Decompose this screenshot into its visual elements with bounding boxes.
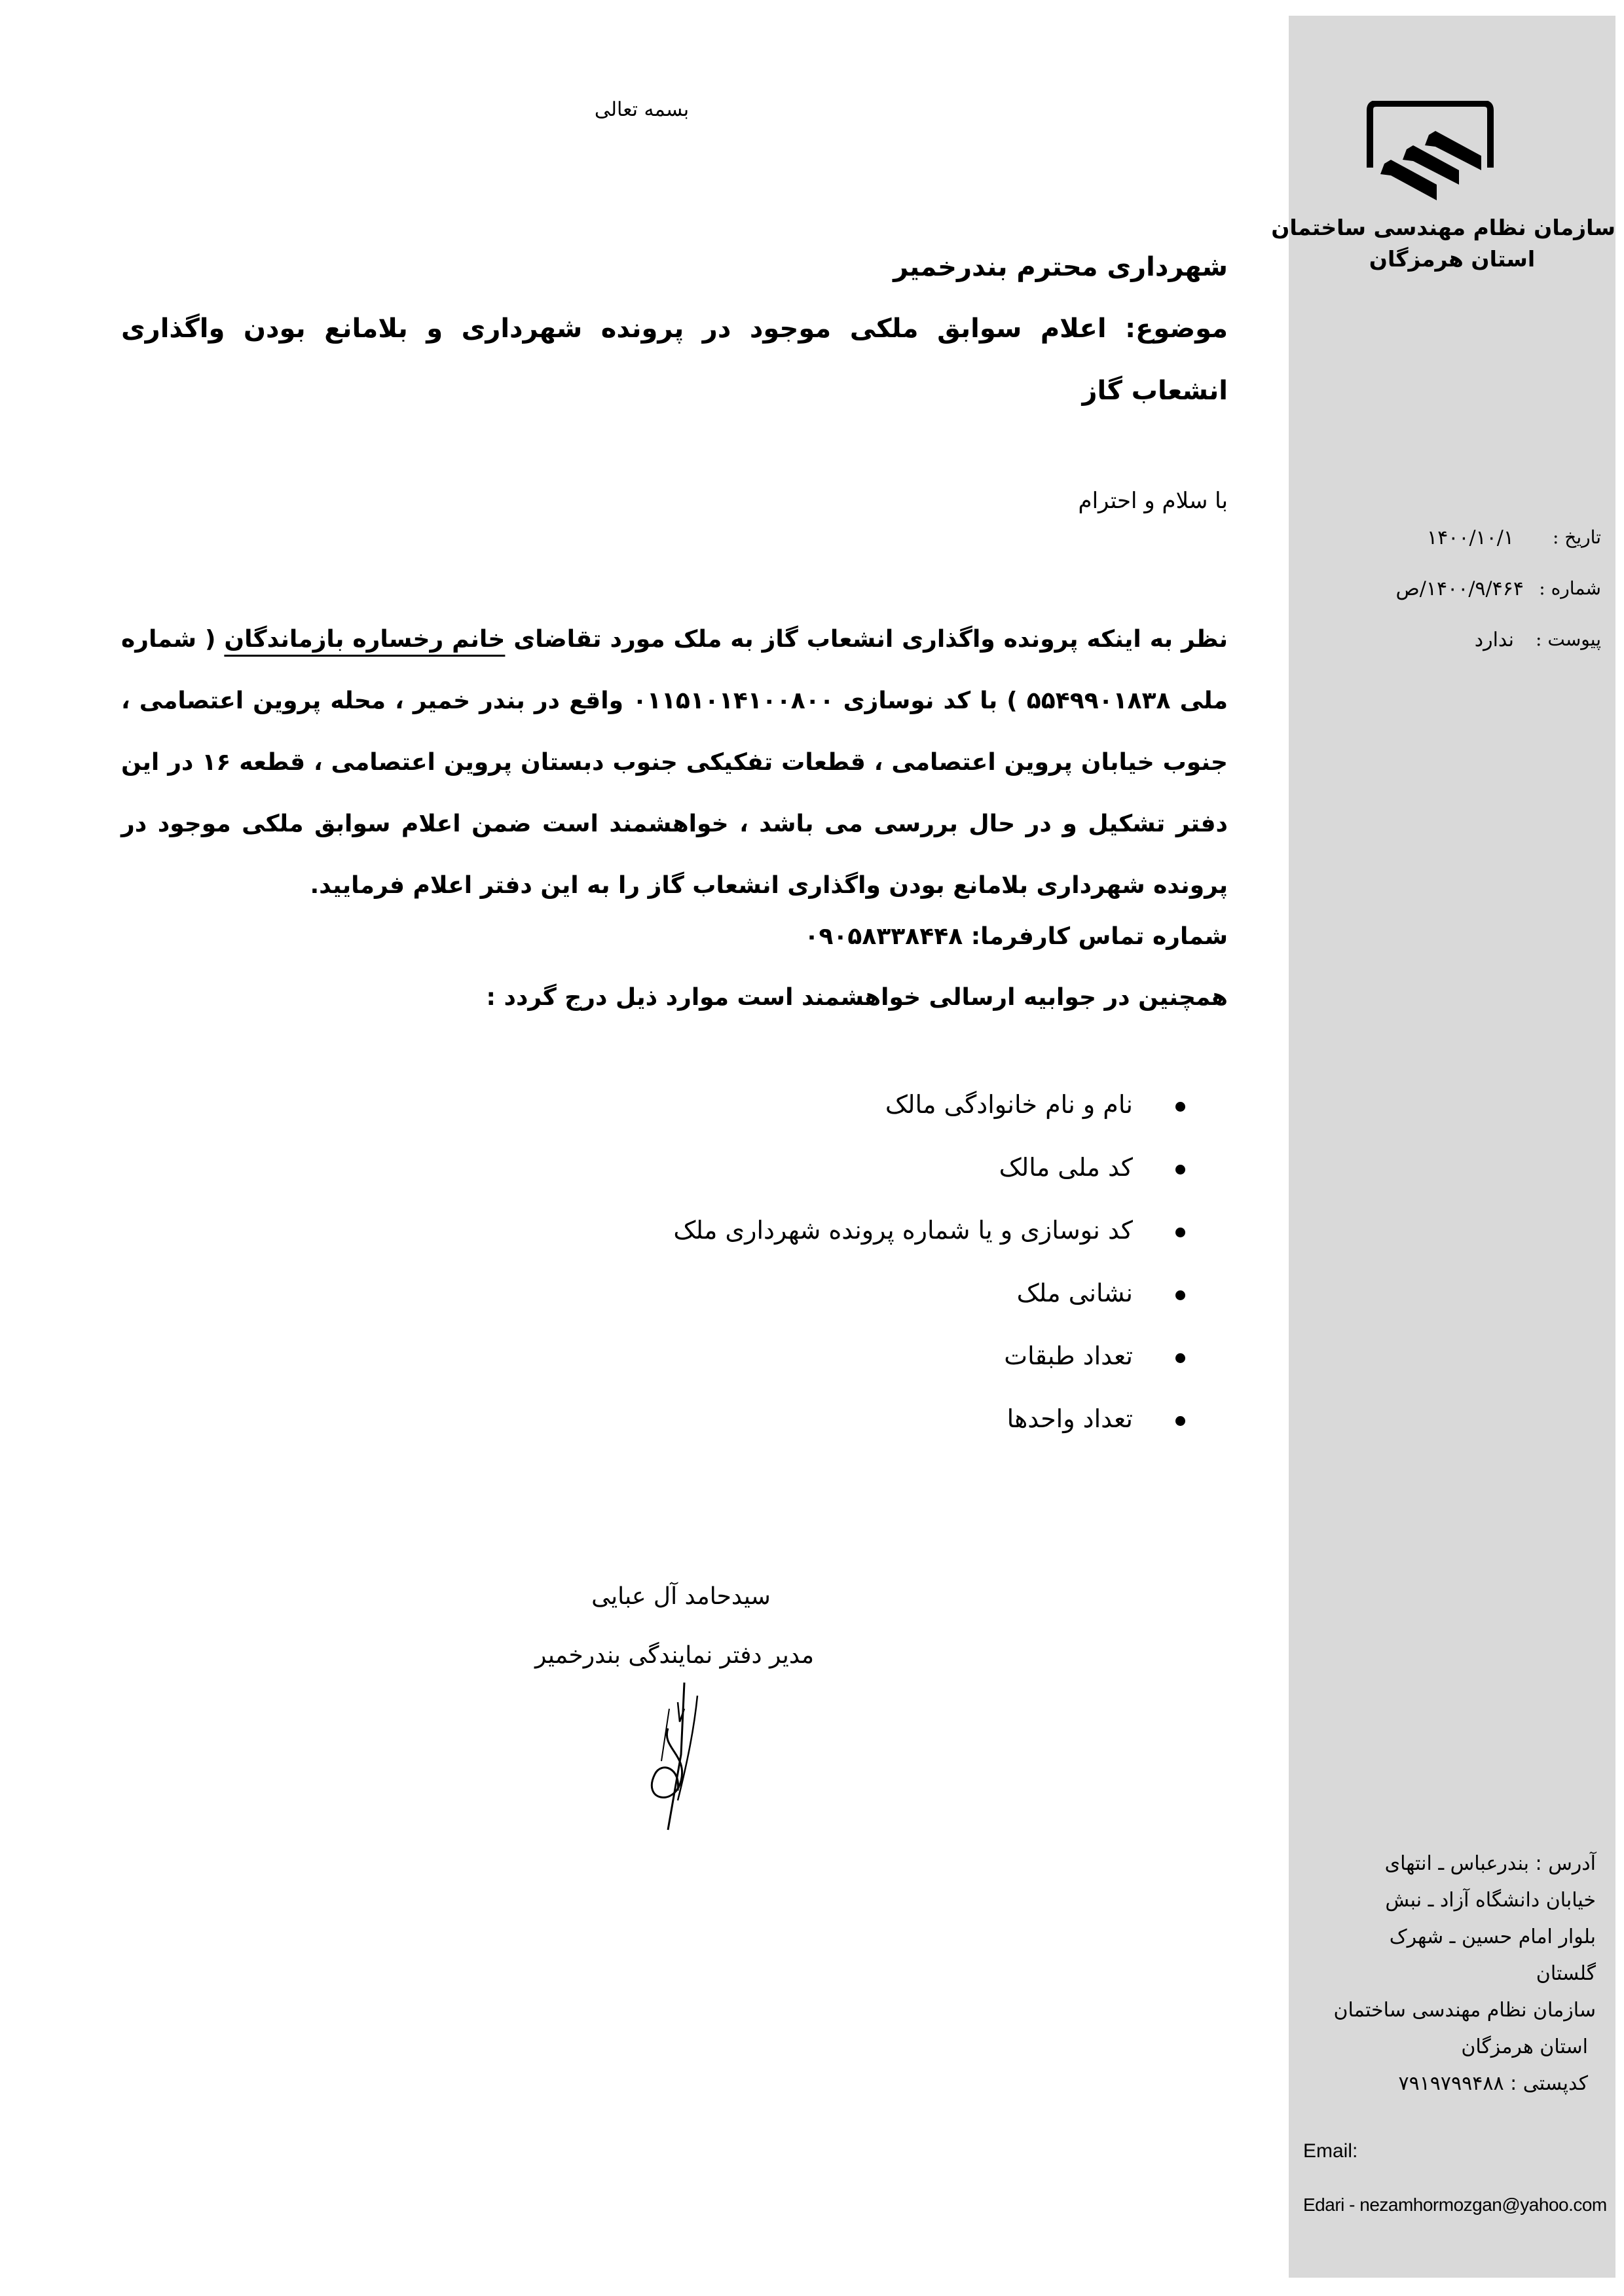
meta-date-row <box>1289 526 1615 566</box>
date-value: ۱۴۰۰/۱۰/۱ <box>1426 526 1514 549</box>
recipient-line: شهرداری محترم بندرخمیر <box>893 252 1228 282</box>
bullet-icon <box>1175 1228 1185 1237</box>
body-text: نظر به اینکه پرونده واگذاری انشعاب گاز به ملک مورد تقاضای <box>505 626 1228 653</box>
meta-number-row <box>1289 577 1615 617</box>
bullet-icon <box>1175 1165 1185 1175</box>
client-contact-number: شماره تماس کارفرما: ۰۹۰۵۸۳۳۸۴۴۸ <box>804 923 1228 950</box>
date-label: تاریخ : <box>1552 526 1601 548</box>
request-intro: همچنین در جوابیه ارسالی خواهشمند است موارد ذیل درج گردد : <box>486 984 1228 1011</box>
bullet-icon <box>1175 1353 1185 1363</box>
body-paragraph <box>121 609 1228 917</box>
handwritten-signature-icon <box>642 1676 720 1833</box>
email-label: Email: <box>1303 2140 1358 2162</box>
list-item <box>673 1279 1185 1341</box>
address-line: بلوار امام حسین ـ شهرک <box>1389 1925 1596 1948</box>
signatory-title: مدیر دفتر نمایندگی بندرخمیر <box>534 1642 815 1669</box>
list-item <box>673 1153 1185 1216</box>
basmala-heading: بسمه تعالی <box>594 98 690 121</box>
list-item-text: کد ملی مالک <box>999 1153 1133 1182</box>
body-text: ( شماره ملی ۵۵۴۹۹۰۱۸۳۸ ) با کد نوسازی ۰۱۱۵۱۰۱۴۱۰۰۸۰۰ واقع در بندر خمیر ، محله پروین اعتصامی ، جنوب خیابان پروین اعتصامی ، قطعات تفکیکی جنوب دبستان پروین اعتصامی ، قطعه ۱۶ در این دفتر تشکیل و در حال بررسی می باشد ، خواهشمند است ضمن اعلام سوابق ملکی موجود در پرونده شهرداری بلامانع بودن واگذاری انشعاب گاز را به این دفتر اعلام فرمایید. <box>121 626 1228 899</box>
address-line: خیابان دانشگاه آزاد ـ نبش <box>1385 1889 1596 1912</box>
office-address <box>1308 1846 1596 2102</box>
list-item <box>673 1216 1185 1279</box>
greeting: با سلام و احترام <box>1078 488 1228 514</box>
signatory-name: سیدحامد آل عبایی <box>591 1583 771 1610</box>
postal-code: کدپستی : ۷۹۱۹۷۹۹۴۸۸ <box>1398 2072 1588 2095</box>
address-line: گلستان <box>1536 1962 1596 1985</box>
organization-name-line1: سازمان نظام مهندسی ساختمان <box>1271 215 1615 240</box>
organization-name <box>1271 212 1615 275</box>
list-item-text: کد نوسازی و یا شماره پرونده شهرداری ملک <box>673 1216 1133 1245</box>
subject-line: موضوع: اعلام سوابق ملکی موجود در پرونده شهرداری و بلامانع بودن واگذاری انشعاب گاز <box>121 314 1228 406</box>
number-label: شماره : <box>1539 577 1601 599</box>
address-line: سازمان نظام مهندسی ساختمان <box>1333 1999 1596 2022</box>
letterhead-sidebar <box>1271 16 1615 2278</box>
list-item-text: نام و نام خانوادگی مالک <box>885 1090 1133 1119</box>
list-item <box>673 1404 1185 1467</box>
bullet-icon <box>1175 1102 1185 1112</box>
meta-attachment-row <box>1289 629 1615 668</box>
list-item <box>673 1090 1185 1153</box>
required-items-list <box>673 1090 1185 1467</box>
list-item-text: تعداد طبقات <box>1004 1341 1133 1370</box>
engineering-organization-logo-icon <box>1365 101 1496 212</box>
organization-name-line2: استان هرمزگان <box>1369 246 1536 272</box>
number-value: ۱۴۰۰/۹/۴۶۴/ص <box>1395 577 1524 600</box>
list-item <box>673 1341 1185 1404</box>
attachment-value: ندارد <box>1474 629 1514 651</box>
attachment-label: پیوست : <box>1536 629 1601 650</box>
bullet-icon <box>1175 1416 1185 1426</box>
email-address: Edari - nezamhormozgan@yahoo.com <box>1303 2195 1607 2215</box>
address-line: آدرس : بندرعباس ـ انتهای <box>1384 1852 1596 1875</box>
applicant-name: خانم رخساره بازماندگان <box>224 626 506 653</box>
address-line: استان هرمزگان <box>1461 2035 1588 2058</box>
list-item-text: تعداد واحدها <box>1006 1404 1133 1433</box>
bullet-icon <box>1175 1290 1185 1300</box>
list-item-text: نشانی ملک <box>1016 1279 1133 1307</box>
